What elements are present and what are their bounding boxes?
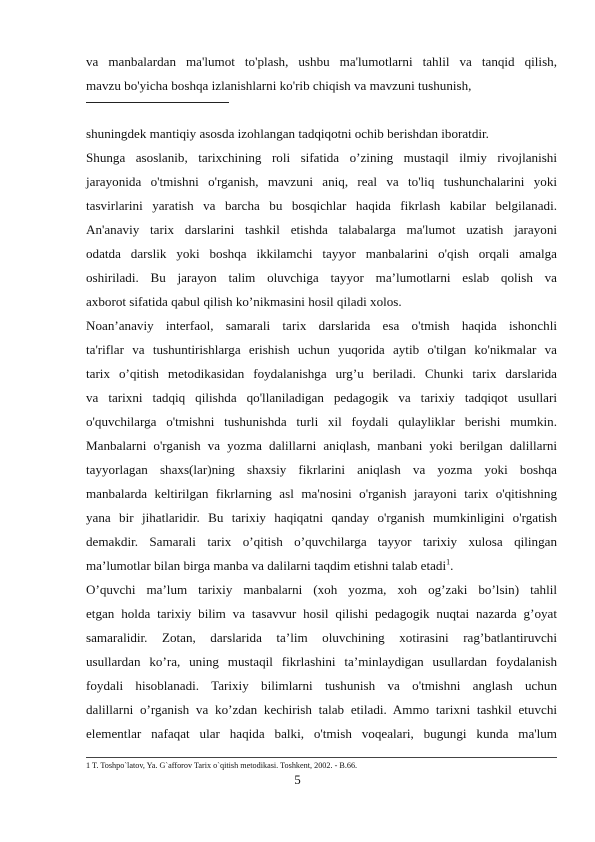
text-line: samaralidir. Zotan, darslarida ta’lim oluvchining xotirasini rag’batlantiruvchi: [86, 630, 557, 645]
text-line: etgan holda tarixiy bilim va tasavvur hosil qilishi pedagogik nuqtai nazarda g’oyat: [86, 606, 557, 621]
text-line: Manbalarni o'rganish va yozma dalillarni aniqlash, manbani yoki berilgan dalillarni: [86, 438, 557, 453]
text-line: demakdir. Samarali tarix o’qitish o’quvchilarga tayyor tarixiy xulosa qilingan: [86, 534, 557, 549]
footnote: 1 T. Toshpo`latov, Ya. G`afforov Tarix o`qitish metodikasi. Toshkent, 2002. - B.66.: [86, 761, 358, 770]
text-line: yana bir jihatlaridir. Bu tarixiy haqiqatni qanday o'rganish mumkinligini o'rgatish: [86, 510, 557, 525]
text-line: oshiriladi. Bu jarayon talim oluvchiga tayyor ma’lumotlarni eslab qolish va: [86, 270, 557, 285]
section-divider: [86, 102, 229, 103]
text-line: shuningdek mantiqiy asosda izohlangan tadqiqotni ochib berishdan iboratdir.: [86, 126, 489, 141]
text-line: o'quvchilarga o'tmishni tushunishda turli xil foydali qulayliklar berishi mumkin.: [86, 414, 557, 429]
text-line: va manbalardan ma'lumot to'plash, ushbu ma'lumotlarni tahlil va tanqid qilish,: [86, 54, 557, 69]
footnote-reference: 1: [446, 557, 451, 567]
text-line: Noan’anaviy interfaol, samarali tarix darslarida esa o'tmish haqida ishonchli: [86, 318, 557, 333]
sentence-end: .: [450, 558, 454, 573]
text-line: axborot sifatida qabul qilish ko’nikmasini hosil qiladi xolos.: [86, 294, 402, 309]
text-line: usullardan ko’ra, uning mustaqil fikrlashini ta’minlaydigan usullardan foydalanish: [86, 654, 557, 669]
text-line: manbalarda keltirilgan fikrlarning asl ma'nosini o'rganish jarayoni tarix o'qitishning: [86, 486, 557, 501]
text-line-with-footnote: [86, 558, 557, 574]
text-line: ma’lumotlar bilan birga manba va dalilarni taqdim etishni talab etadi: [86, 558, 447, 573]
text-line: ta'riflar va tushuntirishlarga erishish uchun yuqorida aytib o'tilgan ko'nikmalar va: [86, 342, 557, 357]
text-line: tasvirlarini yaratish va barcha bu bosqichlar haqida fikrlash kabilar belgilanadi.: [86, 198, 557, 213]
text-line: foydali hisoblanadi. Tarixiy bilimlarni tushunish va o'tmishni anglash uchun: [86, 678, 557, 693]
footnote-divider: [86, 757, 557, 758]
text-line: An'anaviy tarix darslarini tashkil etishda talabalarga ma'lumot uzatish jarayoni: [86, 222, 557, 237]
text-line: Shunga asoslanib, tarixchining roli sifatida o’zining mustaqil ilmiy rivojlanishi: [86, 150, 557, 165]
page-number: 5: [294, 772, 301, 787]
text-line: jarayonida o'tmishni o'rganish, mavzuni aniq, real va to'liq tushunchalarini yoki: [86, 174, 557, 189]
text-line: odatda darslik yoki boshqa ikkilamchi tayyor manbalarini o'qish orqali amalga: [86, 246, 557, 261]
text-line: tayyorlagan shaxs(lar)ning shaxsiy fikrlarini aniqlash va yozma yoki boshqa: [86, 462, 557, 477]
text-line: dalillarni o’rganish va ko’zdan kechirish talab etiladi. Ammo tarixni tashkil etuvchi: [86, 702, 557, 717]
text-line: va tarixni tadqiq qilishda qo'llaniladigan pedagogik va tarixiy tadqiqot usullari: [86, 390, 557, 405]
text-line: O’quvchi ma’lum tarixiy manbalarni (xoh yozma, xoh og’zaki bo’lsin) tahlil: [86, 582, 557, 597]
text-line: mavzu bo'yicha boshqa izlanishlarni ko'rib chiqish va mavzuni tushunish,: [86, 78, 472, 93]
text-line: tarix o’qitish metodikasidan foydalanishga urg’u beriladi. Chunki tarix darslarida: [86, 366, 557, 381]
text-line: elementlar nafaqat ular haqida balki, o'tmish voqealari, bugungi kunda ma'lum: [86, 726, 557, 741]
